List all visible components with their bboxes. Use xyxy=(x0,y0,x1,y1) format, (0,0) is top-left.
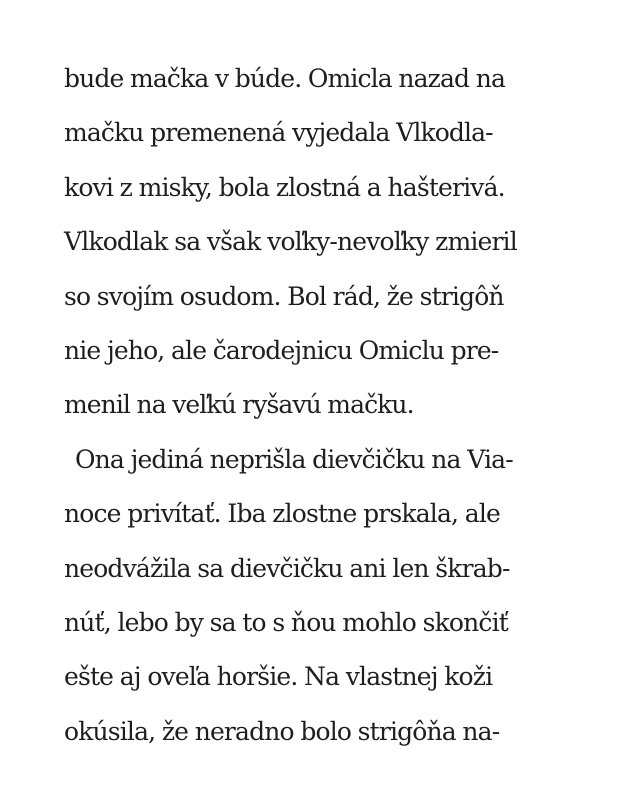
text-line: bude mačka v búde. Omicla nazad na xyxy=(64,64,506,93)
text-line: neodvážila sa dievčičku ani len škrab- xyxy=(64,553,510,583)
text-line: nie jeho, ale čarodejnicu Omiclu pre- xyxy=(64,336,499,366)
text-line: mačku premenená vyjedala Vlkodla- xyxy=(64,118,493,148)
text-line: núť, lebo by sa to s ňou mohlo skončiť xyxy=(64,608,508,638)
text-line: Vlkodlak sa však voľky-nevoľky zmieril xyxy=(64,227,517,257)
text-line: so svojím osudom. Bol rád, že strigôň xyxy=(64,281,504,311)
text-line: menil na veľkú ryšavú mačku. xyxy=(64,390,414,420)
text-line: ešte aj oveľa horšie. Na vlastnej koži xyxy=(64,662,493,692)
body-text xyxy=(64,52,584,759)
text-line: okúsila, že neradno bolo strigôňa na- xyxy=(64,716,500,746)
paragraph-first-line: Ona jediná neprišla dievčičku na Via- xyxy=(75,444,513,474)
text-line: kovi z misky, bola zlostná a hašterivá. xyxy=(64,172,505,202)
text-line: noce privítať. Iba zlostne prskala, ale xyxy=(64,499,500,529)
